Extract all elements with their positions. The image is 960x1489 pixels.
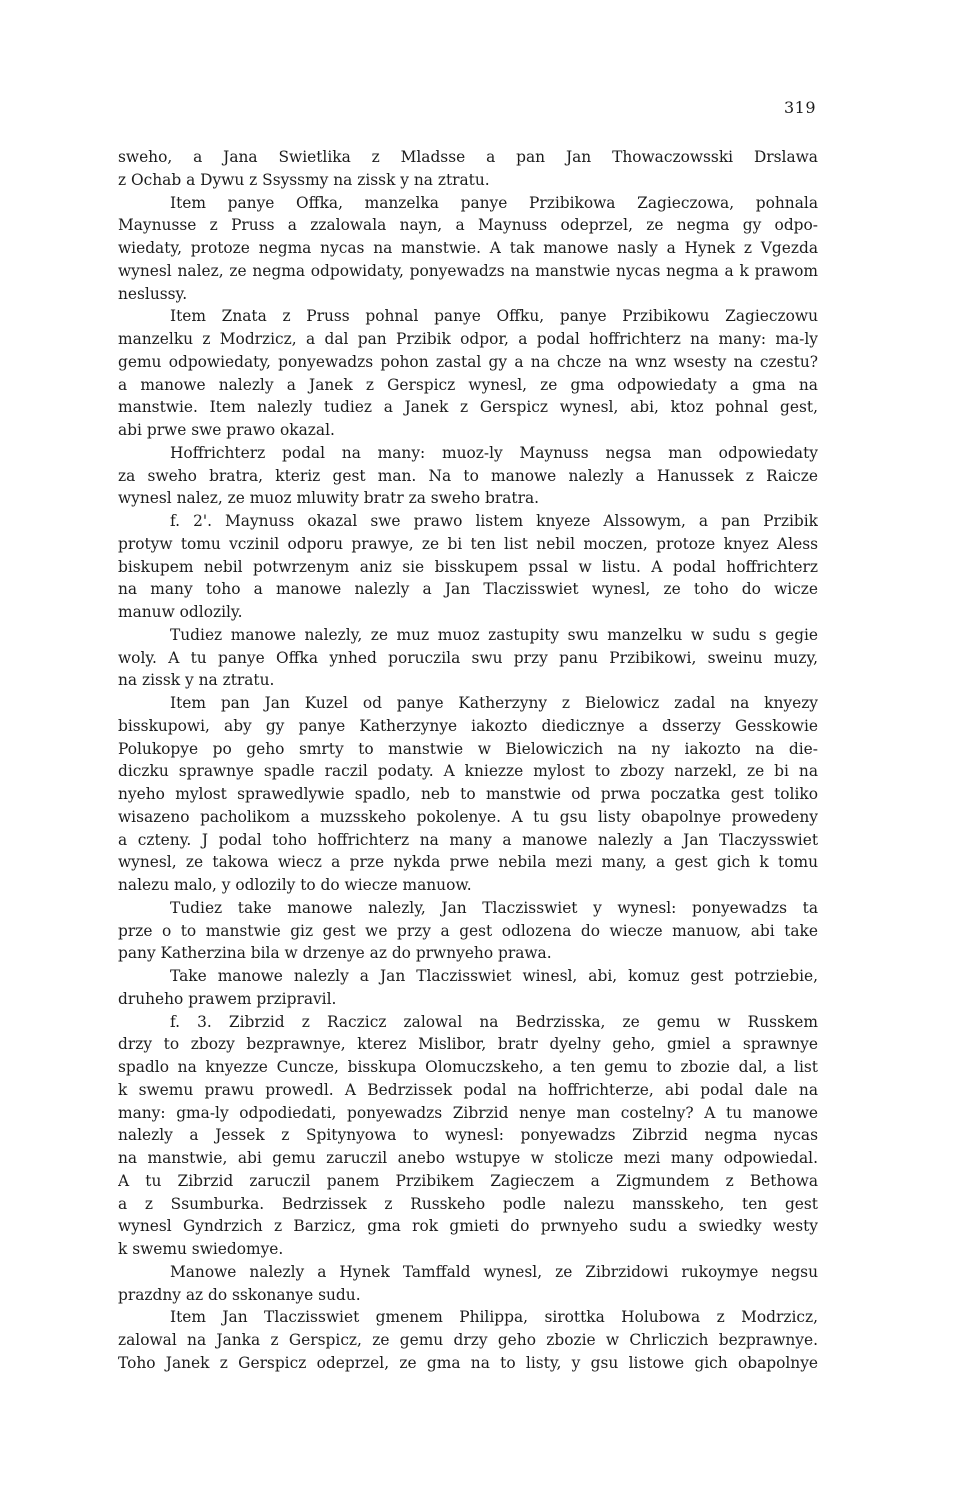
text-line: a z Ssumburka. Bedrzissek z Russkeho podle nalezu mansskeho, ten gest — [118, 1194, 818, 1213]
text-line: Item panye Offka, manzelka panye Przibikowa Zagieczowa, pohnala — [170, 193, 818, 212]
text-line: Hoffrichterz podal na many: muoz-ly Maynuss negsa man odpowiedaty — [170, 443, 818, 462]
text-line: drzy to zbozy bezprawnye, kterez Mislibor, bratr dyelny geho, gmiel a sprawnye — [118, 1035, 818, 1054]
text-line: Toho Janek z Gerspicz odeprzel, ze gma na to listy, y gsu listowe gich obapolnye — [118, 1353, 818, 1372]
text-line: zalowal na Janka z Gerspicz, ze gemu drzy geho zbozie w Chrliczich bezprawnye. — [118, 1331, 818, 1349]
text-line: bisskupowi, aby gy panye Katherzynye iakozto diedicznye a dsserzy Gesskowie — [118, 716, 818, 735]
text-line: neslussy. — [118, 284, 188, 303]
text-line: wynesl Gyndrzich z Barzicz, gma rok gmieti do prwnyeho sudu a swiedky westy — [118, 1217, 818, 1236]
text-line: wynesl nalez, ze muoz mluwity bratr za sweho bratra. — [118, 489, 540, 508]
text-line: manstwie. Item nalezly tudiez a Janek z Gerspicz wynesl, abi, ktoz pohnal gest, — [118, 398, 818, 417]
text-line: a czteny. J podal toho hoffrichterz na many a manowe nalezly a Jan Tlaczysswiet — [118, 830, 818, 849]
text-line: Take manowe nalezly a Jan Tlaczisswiet winesl, abi, komuz gest potrziebie, — [170, 967, 818, 985]
text-line: woly. A tu panye Offka ynhed poruczila swu przy panu Przibikowi, sweinu muzy, — [118, 648, 818, 667]
text-line: A tu Zibrzid zaruczil panem Przibikem Zagieczem a Zigmundem z Bethowa — [118, 1171, 818, 1190]
text-line: a manowe nalezly a Janek z Gerspicz wynesl, ze gma odpowiedaty a gma na — [118, 375, 818, 394]
text-line: nalezly a Jessek z Spitynyowa to wynesl: ponyewadzs Zibrzid negma nycas — [118, 1126, 818, 1145]
text-line: diczku sprawnye spadle raczil podaty. A kniezze mylost to zbozy narzekl, ze bi na — [118, 762, 818, 781]
text-line: Maynusse z Pruss a zzalowala nayn, a Maynuss odeprzel, ze negma gy odpo- — [118, 216, 818, 235]
text-line: Polukopye po geho smrty to manstwie w Bielowiczich na ny iakozto na die- — [118, 739, 818, 758]
text-line: prazdny az do sskonanye sudu. — [118, 1285, 361, 1304]
text-line: nyeho mylost sprawedlywie spadlo, neb to manstwie od prwa poczatka gest toliko — [118, 785, 818, 803]
text-line: sweho, a Jana Swietlika z Mladsse a pan Jan Thowaczowsski Drslawa — [118, 148, 818, 166]
text-line: Item pan Jan Kuzel od panye Katherzyny z Bielowicz zadal na knyezy — [170, 694, 818, 712]
text-line: f. 3. Zibrzid z Raczicz zalowal na Bedrzisska, ze gemu w Russkem — [170, 1012, 818, 1031]
text-line: na many toho a manowe nalezly a Jan Tlaczisswiet wynesl, ze toho do wicze — [118, 580, 818, 599]
text-line: na manstwie, abi gemu zaruczil anebo wstupye w stolicze mezi many odpowiedal. — [118, 1149, 818, 1167]
text-line: pany Katherzina bila w drzenye az do prwnyeho prawa. — [118, 944, 552, 963]
text-line: biskupem nebil potwrzenym aniz sie bisskupem pssal w listu. A podal hoffrichterz — [118, 557, 818, 576]
text-line: spadlo na knyezze Cuncze, bisskupa Olomuczskeho, a ten gemu to zbozie dal, a list — [118, 1058, 818, 1076]
text-line: prze o to manstwie giz gest we przy a gest odlozena do wiecze manuow, abi take — [118, 921, 818, 940]
text-line: druheho prawem przipravil. — [118, 989, 337, 1008]
text-line: k swemu prawu prowedl. A Bedrzissek podal na hoffrichterze, abi podal dale na — [118, 1080, 818, 1099]
text-line: wiedaty, protoze negma nycas na manstwie. A tak manowe nasly a Hynek z Vgezda — [118, 239, 818, 257]
text-line: many: gma-ly odpodiedati, ponyewadzs Zibrzid nenye man costelny? A tu manowe — [118, 1103, 818, 1122]
text-line: manzelku z Modrzicz, a dal pan Przibik odpor, a podal hoffrichterz na many: ma-ly — [118, 330, 818, 348]
text-line: nalezu malo, y odlozily to do wiecze manuow. — [118, 876, 472, 894]
text-line: Item Znata z Pruss pohnal panye Offku, panye Przibikowu Zagieczowu — [170, 307, 818, 326]
text-line: wisazeno pacholikom a muzsskeho pokolenye. A tu gsu listy obapolnye prowedeny — [118, 807, 818, 826]
text-line: Item Jan Tlaczisswiet gmenem Philippa, sirottka Holubowa z Modrzicz, — [170, 1308, 818, 1327]
text-line: wynesl nalez, ze negma odpowidaty, ponyewadzs na manstwie nycas negma a k prawom — [118, 261, 818, 280]
text-line: abi prwe swe prawo okazal. — [118, 421, 335, 439]
text-line: na zissk y na ztratu. — [118, 671, 275, 690]
text-line: wynesl, ze takowa wiecz a prze nykda prwe nebila mezi many, a gest gich k tomu — [118, 853, 818, 872]
text-line: Tudiez manowe nalezly, ze muz muoz zastupity swu manzelku w sudu s gegie — [170, 625, 818, 644]
text-line: k swemu swiedomye. — [118, 1240, 284, 1258]
text-line: z Ochab a Dywu z Ssyssmy na zissk y na ztratu. — [118, 170, 490, 189]
text-line: za sweho bratra, kteriz gest man. Na to manowe nalezly a Hanussek z Raicze — [118, 466, 818, 485]
body-text — [118, 146, 818, 1375]
text-line: manuw odlozily. — [118, 603, 243, 621]
text-line: gemu odpowiedaty, ponyewadzs pohon zastal gy a na chcze na wnz wsesty na czestu? — [118, 352, 818, 371]
text-line: protyw tomu vczinil odporu prawye, ze bi ten list nebil moczen, protoze knyez Aless — [118, 534, 818, 553]
text-line: Manowe nalezly a Hynek Tamffald wynesl, ze Zibrzidowi rukoymye negsu — [170, 1262, 818, 1281]
page-number: 319 — [784, 98, 817, 117]
text-line: f. 2'. Maynuss okazal swe prawo listem knyeze Alssowym, a pan Przibik — [170, 512, 818, 530]
text-line: Tudiez take manowe nalezly, Jan Tlaczisswiet y wynesl: ponyewadzs ta — [170, 898, 818, 917]
